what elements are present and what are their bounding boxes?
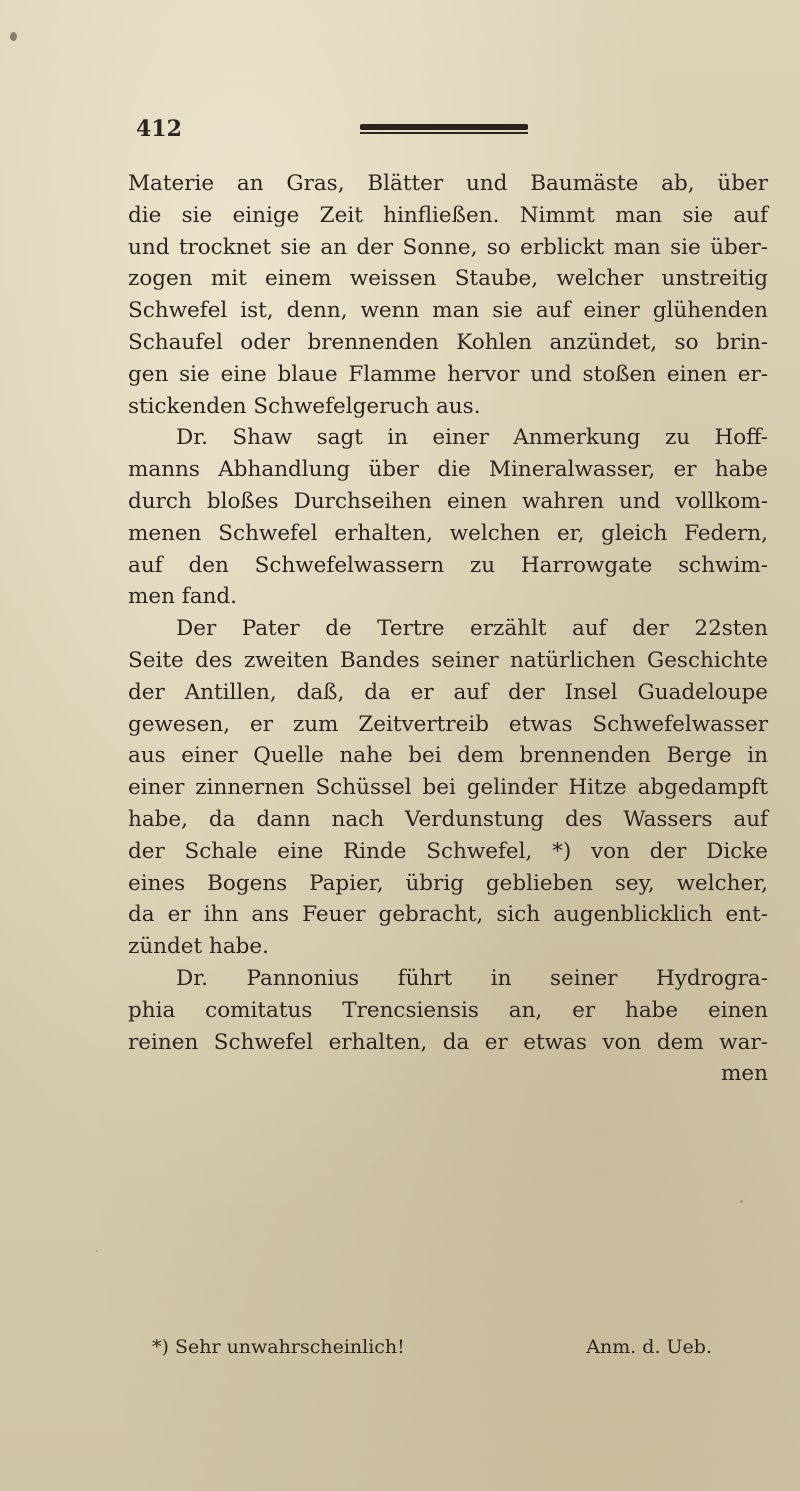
footnote-attribution: Anm. d. Ueb. bbox=[586, 1336, 712, 1358]
text-line: zogen mit einem weissen Staube, welcher unstreitig bbox=[128, 266, 768, 292]
text-line: Dr. Shaw sagt in einer Anmerkung zu Hoff- bbox=[176, 425, 768, 451]
paragraph bbox=[128, 963, 768, 1058]
paragraph bbox=[128, 422, 768, 613]
text-line: durch bloßes Durchseihen einen wahren und vollkom- bbox=[128, 488, 768, 514]
text-line: der Schale eine Rinde Schwefel, *) von der Dicke bbox=[128, 838, 768, 864]
text-line: menen Schwefel erhalten, welchen er, gleich Federn, bbox=[128, 520, 768, 546]
text-line: habe, da dann nach Verdunstung des Wassers auf bbox=[128, 806, 768, 832]
text-line: der Antillen, daß, da er auf der Insel Guadeloupe bbox=[128, 679, 768, 705]
text-line: eines Bogens Papier, übrig geblieben sey, welcher, bbox=[128, 870, 768, 896]
text-line: Schwefel ist, denn, wenn man sie auf einer glühenden bbox=[128, 298, 768, 324]
footnote-text: *) Sehr unwahrscheinlich! bbox=[152, 1336, 405, 1358]
ink-spot bbox=[10, 32, 17, 41]
text-line: Schaufel oder brennenden Kohlen anzündet, so brin- bbox=[128, 329, 768, 355]
text-line: phia comitatus Trencsiensis an, er habe einen bbox=[128, 997, 768, 1023]
text-line: gen sie eine blaue Flamme hervor und stoßen einen er- bbox=[128, 361, 768, 387]
text-line: Materie an Gras, Blätter und Baumäste ab, über bbox=[128, 171, 768, 196]
text-line: und trocknet sie an der Sonne, so erblickt man sie über- bbox=[128, 234, 768, 260]
text-line: Seite des zweiten Bandes seiner natürlichen Geschichte bbox=[128, 647, 768, 673]
text-line: die sie einige Zeit hinfließen. Nimmt man sie auf bbox=[128, 202, 768, 228]
paragraph bbox=[128, 168, 768, 422]
footnote bbox=[152, 1336, 712, 1358]
text-line: auf den Schwefelwassern zu Harrowgate schwim- bbox=[128, 552, 768, 578]
text-line: Der Pater de Tertre erzählt auf der 22sten bbox=[176, 616, 768, 642]
page-number: 412 bbox=[136, 116, 182, 142]
paragraph bbox=[128, 613, 768, 963]
ink-spot bbox=[740, 1200, 743, 1203]
ink-spot bbox=[96, 1250, 98, 1252]
text-line: reinen Schwefel erhalten, da er etwas von dem war- bbox=[128, 1029, 768, 1055]
catchword: men bbox=[721, 1061, 768, 1087]
text-line: gewesen, er zum Zeitvertreib etwas Schwefelwasser bbox=[128, 711, 768, 737]
text-line: zündet habe. bbox=[128, 934, 269, 960]
text-line: manns Abhandlung über die Mineralwasser, er habe bbox=[128, 457, 768, 483]
text-line: aus einer Quelle nahe bei dem brennenden Berge in bbox=[128, 743, 768, 769]
text-line: men fand. bbox=[128, 584, 238, 610]
text-line: Dr. Pannonius führt in seiner Hydrogra- bbox=[176, 965, 768, 991]
text-line: einer zinnernen Schüssel bei gelinder Hitze abgedampft bbox=[128, 775, 768, 801]
body-text bbox=[128, 168, 768, 1090]
text-line: stickenden Schwefelgeruch aus. bbox=[128, 393, 481, 419]
text-line: da er ihn ans Feuer gebracht, sich augenblicklich ent- bbox=[128, 902, 768, 928]
header-rule bbox=[360, 124, 528, 130]
